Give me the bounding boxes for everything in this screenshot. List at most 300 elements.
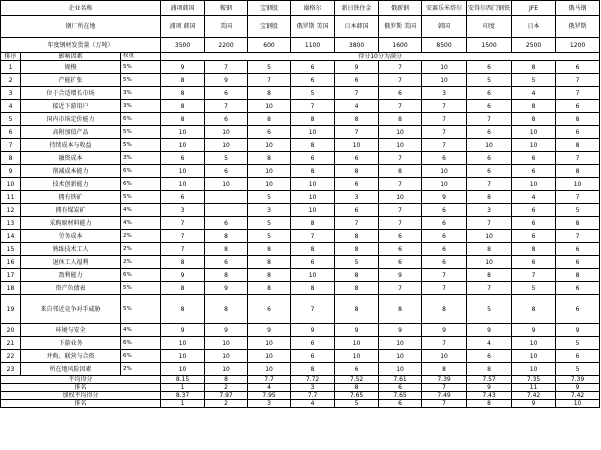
score-header: 得分10分为满分 [161, 53, 600, 61]
score-cell: 10 [205, 363, 248, 376]
score-cell: 8 [512, 295, 556, 324]
factor-name: 盈利能力 [21, 269, 121, 282]
score-cell: 7 [291, 295, 335, 324]
score-cell: 10 [248, 350, 291, 363]
summary-value: 7.52 [335, 376, 379, 384]
score-cell: 10 [379, 139, 422, 152]
factor-row [1, 61, 600, 74]
factor-number: 6 [1, 126, 21, 139]
score-cell: 6 [556, 282, 600, 295]
summary-value: 7.39 [422, 376, 467, 384]
company-name-cell: 安赛乐米塔尔 [422, 1, 467, 16]
score-cell: 5 [556, 337, 600, 350]
factor-weight: 4% [121, 324, 161, 337]
score-cell: 9 [248, 324, 291, 337]
score-cell: 7 [379, 204, 422, 217]
company-name-cell: JFE [512, 1, 556, 16]
score-cell: 6 [335, 363, 379, 376]
score-cell: 7 [556, 74, 600, 87]
score-cell: 6 [512, 152, 556, 165]
score-cell: 7 [379, 282, 422, 295]
score-cell: 9 [161, 61, 205, 74]
score-cell: 8 [379, 295, 422, 324]
factor-weight: 2% [121, 230, 161, 243]
score-cell: 10 [335, 337, 379, 350]
score-cell: 6 [205, 217, 248, 230]
summary-value: 8.37 [161, 392, 205, 400]
company-name-cell: 新日铁住金 [335, 1, 379, 16]
summary-row [1, 384, 600, 392]
score-cell: 7 [335, 217, 379, 230]
score-cell: 8 [161, 113, 205, 126]
mill-location-cell: 美国 [205, 16, 248, 38]
score-cell: 10 [422, 350, 467, 363]
score-cell: 9 [556, 324, 600, 337]
summary-value: 11 [512, 384, 556, 392]
factor-number: 11 [1, 191, 21, 204]
score-cell: 10 [248, 337, 291, 350]
annual-volume-label: 年度钢材发货量（万吨） [1, 38, 161, 53]
score-cell: 4 [512, 191, 556, 204]
score-cell: 6 [379, 256, 422, 269]
score-cell: 6 [467, 126, 512, 139]
factor-weight: 6% [121, 269, 161, 282]
score-cell: 8 [556, 269, 600, 282]
factor-row [1, 204, 600, 217]
score-cell: 8 [379, 113, 422, 126]
score-cell: 6 [291, 61, 335, 74]
summary-value: 6 [379, 384, 422, 392]
company-name-cell: 俄马钢 [556, 1, 600, 16]
factor-weight: 3% [121, 87, 161, 100]
score-cell: 10 [291, 191, 335, 204]
factor-number: 22 [1, 350, 21, 363]
factor-weight: 6% [121, 178, 161, 191]
factor-weight: 2% [121, 256, 161, 269]
factor-number: 21 [1, 337, 21, 350]
score-cell: 10 [379, 350, 422, 363]
score-cell: 8 [422, 363, 467, 376]
summary-value: 7.42 [512, 392, 556, 400]
score-cell: 6 [556, 61, 600, 74]
summary-value: 3 [248, 400, 291, 408]
score-cell: 8 [291, 165, 335, 178]
score-cell: 9 [379, 269, 422, 282]
score-cell: 6 [467, 152, 512, 165]
factor-row [1, 152, 600, 165]
score-cell: 6 [379, 87, 422, 100]
summary-value: 7.7 [291, 392, 335, 400]
score-cell: 7 [379, 100, 422, 113]
score-cell: 8 [512, 243, 556, 256]
factor-name: 融资成本 [21, 152, 121, 165]
mill-location-cell: 俄罗斯 美国 [379, 16, 422, 38]
factor-weight: 2% [121, 243, 161, 256]
score-cell: 6 [161, 191, 205, 204]
score-cell: 10 [467, 230, 512, 243]
score-cell: 8 [291, 217, 335, 230]
score-cell: 7 [379, 152, 422, 165]
factor-weight: 5% [121, 295, 161, 324]
factor-row [1, 295, 600, 324]
score-cell: 6 [205, 165, 248, 178]
summary-row [1, 400, 600, 408]
factor-number: 4 [1, 100, 21, 113]
score-cell: 10 [379, 363, 422, 376]
company-name-label: 企业名称 [1, 1, 161, 16]
mill-location-cell: 日本 [512, 16, 556, 38]
score-cell: 8 [335, 282, 379, 295]
summary-label: 加权平均得分 [1, 392, 161, 400]
score-cell: 7 [467, 217, 512, 230]
factor-name: 熟练技术工人 [21, 243, 121, 256]
score-cell: 10 [556, 178, 600, 191]
summary-value: 7.61 [379, 376, 422, 384]
score-cell: 10 [512, 139, 556, 152]
summary-value: 7.95 [248, 392, 291, 400]
factor-number: 9 [1, 165, 21, 178]
factor-row [1, 191, 600, 204]
factor-number: 2 [1, 74, 21, 87]
company-name-cell: 俄新钢 [379, 1, 422, 16]
summary-value: 9 [467, 384, 512, 392]
score-cell: 6 [205, 256, 248, 269]
score-cell: 8 [291, 243, 335, 256]
factor-weight: 3% [121, 152, 161, 165]
weight-header: 权重 [121, 53, 161, 61]
summary-value: 1 [161, 384, 205, 392]
factor-weight: 5% [121, 191, 161, 204]
score-cell: 8 [161, 282, 205, 295]
score-cell: 6 [556, 100, 600, 113]
score-cell: 8 [161, 256, 205, 269]
factor-number: 12 [1, 204, 21, 217]
annual-volume-row [1, 38, 600, 53]
score-cell: 9 [205, 324, 248, 337]
summary-value: 7.35 [512, 376, 556, 384]
score-cell: 6 [161, 152, 205, 165]
score-cell: 8 [379, 165, 422, 178]
score-cell: 10 [512, 350, 556, 363]
summary-value: 8 [467, 400, 512, 408]
score-cell: 8 [556, 139, 600, 152]
score-cell: 8 [422, 295, 467, 324]
score-cell: 6 [205, 87, 248, 100]
score-cell: 8 [335, 113, 379, 126]
factor-row [1, 178, 600, 191]
score-cell: 6 [379, 230, 422, 243]
score-cell: 7 [335, 87, 379, 100]
summary-value: 7 [422, 384, 467, 392]
score-cell: 10 [161, 126, 205, 139]
score-cell: 8 [248, 282, 291, 295]
score-cell: 8 [161, 74, 205, 87]
factor-name: 环境与安全 [21, 324, 121, 337]
score-cell: 6 [422, 204, 467, 217]
factor-name: 下游业务 [21, 337, 121, 350]
score-cell: 10 [205, 337, 248, 350]
factor-weight: 5% [121, 282, 161, 295]
score-cell: 7 [335, 126, 379, 139]
score-cell: 7 [161, 243, 205, 256]
score-cell: 10 [161, 178, 205, 191]
summary-value: 8 [205, 376, 248, 384]
factor-weight: 5% [121, 74, 161, 87]
summary-value: 7.57 [467, 376, 512, 384]
score-cell: 6 [379, 243, 422, 256]
score-cell: 8 [467, 191, 512, 204]
factor-weight: 5% [121, 139, 161, 152]
factor-weight: 6% [121, 165, 161, 178]
factor-name: 高附加值产品 [21, 126, 121, 139]
score-cell: 8 [467, 243, 512, 256]
score-cell: 7 [422, 113, 467, 126]
factor-row [1, 165, 600, 178]
summary-value: 7.97 [205, 392, 248, 400]
annual-volume-cell: 8500 [422, 38, 467, 53]
score-cell: 5 [248, 61, 291, 74]
score-cell: 6 [512, 165, 556, 178]
score-cell: 6 [422, 152, 467, 165]
score-cell: 6 [291, 256, 335, 269]
factor-number: 20 [1, 324, 21, 337]
factor-name: 所在地风险因素 [21, 363, 121, 376]
score-cell: 6 [556, 126, 600, 139]
score-cell: 8 [335, 295, 379, 324]
factor-number: 5 [1, 113, 21, 126]
mill-location-cell: 韩国 [422, 16, 467, 38]
score-cell: 8 [205, 295, 248, 324]
factor-row [1, 243, 600, 256]
score-cell: 6 [335, 74, 379, 87]
summary-value: 4 [291, 400, 335, 408]
score-cell: 6 [556, 350, 600, 363]
score-cell: 10 [291, 178, 335, 191]
score-cell: 8 [335, 230, 379, 243]
score-cell: 7 [556, 152, 600, 165]
factor-weight: 6% [121, 337, 161, 350]
factor-header: 影响因素 [21, 53, 121, 61]
score-cell: 8 [205, 230, 248, 243]
score-cell: 8 [248, 113, 291, 126]
annual-volume-cell: 1100 [291, 38, 335, 53]
summary-value: 7 [422, 400, 467, 408]
factor-name: 劳务成本 [21, 230, 121, 243]
factor-row [1, 126, 600, 139]
score-cell: 6 [422, 230, 467, 243]
annual-volume-cell: 2500 [512, 38, 556, 53]
score-cell: 5 [291, 87, 335, 100]
score-cell: 6 [512, 204, 556, 217]
score-cell: 4 [512, 87, 556, 100]
score-cell: 10 [205, 350, 248, 363]
factor-weight: 2% [121, 363, 161, 376]
score-cell: 8 [512, 113, 556, 126]
score-cell: 5 [205, 152, 248, 165]
score-cell: 8 [291, 113, 335, 126]
score-cell: 8 [161, 295, 205, 324]
factor-number: 10 [1, 178, 21, 191]
summary-value: 4 [248, 384, 291, 392]
factor-name: 资产负债表 [21, 282, 121, 295]
score-cell: 10 [422, 178, 467, 191]
score-cell: 9 [335, 324, 379, 337]
score-cell [205, 191, 248, 204]
score-cell: 10 [467, 139, 512, 152]
score-cell: 8 [335, 269, 379, 282]
factor-number: 8 [1, 152, 21, 165]
mill-location-cell: 俄罗斯 [556, 16, 600, 38]
factor-name: 并购、联营与合资 [21, 350, 121, 363]
score-cell: 7 [556, 230, 600, 243]
factor-number: 7 [1, 139, 21, 152]
score-cell: 6 [467, 165, 512, 178]
score-cell: 7 [422, 269, 467, 282]
score-cell: 7 [422, 282, 467, 295]
score-cell: 8 [161, 100, 205, 113]
annual-volume-cell: 1600 [379, 38, 422, 53]
summary-value: 7.65 [379, 392, 422, 400]
summary-value: 8.15 [161, 376, 205, 384]
factor-name: 采购原材料能力 [21, 217, 121, 230]
mill-location-cell: 浦项 韩国 [161, 16, 205, 38]
score-cell: 8 [248, 256, 291, 269]
score-cell: 3 [422, 87, 467, 100]
factor-row [1, 350, 600, 363]
score-cell: 8 [248, 152, 291, 165]
score-cell: 6 [205, 113, 248, 126]
score-cell: 6 [291, 152, 335, 165]
score-cell: 6 [422, 217, 467, 230]
score-cell: 6 [556, 243, 600, 256]
mill-location-cell: 宝钢股 [248, 16, 291, 38]
factor-number: 13 [1, 217, 21, 230]
factor-weight: 5% [121, 61, 161, 74]
factor-name: 削减成本能力 [21, 165, 121, 178]
score-cell: 9 [205, 74, 248, 87]
mill-location-cell: 日本韩国 [335, 16, 379, 38]
score-cell: 4 [467, 337, 512, 350]
factor-number: 3 [1, 87, 21, 100]
score-cell: 8 [335, 243, 379, 256]
factor-row [1, 363, 600, 376]
factor-row [1, 113, 600, 126]
score-cell: 7 [467, 178, 512, 191]
score-cell: 5 [467, 74, 512, 87]
score-cell: 7 [467, 113, 512, 126]
score-cell: 9 [379, 324, 422, 337]
score-cell: 8 [556, 113, 600, 126]
score-cell: 10 [422, 74, 467, 87]
score-cell: 5 [512, 282, 556, 295]
summary-value: 7.42 [556, 392, 600, 400]
factor-row [1, 100, 600, 113]
factor-number: 14 [1, 230, 21, 243]
score-cell: 7 [379, 61, 422, 74]
score-cell: 6 [335, 204, 379, 217]
summary-label: 平均得分 [1, 376, 161, 384]
factor-name: 来自邻近竞争对手威胁 [21, 295, 121, 324]
summary-value: 1 [161, 400, 205, 408]
score-cell: 10 [161, 337, 205, 350]
factor-weight: 4% [121, 204, 161, 217]
score-cell: 3 [161, 204, 205, 217]
summary-value: 7.39 [556, 376, 600, 384]
company-name-cell: 宝钢股 [248, 1, 291, 16]
score-cell: 6 [291, 350, 335, 363]
company-name-cell: 安得尔西门钢铁 [467, 1, 512, 16]
score-cell: 10 [248, 100, 291, 113]
score-cell: 8 [512, 61, 556, 74]
score-cell: 7 [291, 230, 335, 243]
factor-row [1, 87, 600, 100]
factor-weight: 4% [121, 217, 161, 230]
score-cell: 6 [467, 61, 512, 74]
score-cell: 7 [248, 74, 291, 87]
score-cell: 7 [422, 100, 467, 113]
factor-number: 16 [1, 256, 21, 269]
annual-volume-cell: 3800 [335, 38, 379, 53]
summary-label: 排名 [1, 400, 161, 408]
factor-name: 退休工人福利 [21, 256, 121, 269]
mill-location-label: 钢厂所在地 [1, 16, 161, 38]
score-cell: 10 [161, 350, 205, 363]
score-cell: 8 [335, 165, 379, 178]
score-cell: 7 [161, 217, 205, 230]
score-cell: 5 [512, 74, 556, 87]
score-cell: 9 [205, 282, 248, 295]
summary-value: 7.43 [467, 392, 512, 400]
summary-value: 9 [512, 400, 556, 408]
score-cell: 8 [161, 87, 205, 100]
factor-name: 拥有铁矿 [21, 191, 121, 204]
score-cell: 10 [291, 126, 335, 139]
factor-name: 技术创新能力 [21, 178, 121, 191]
score-cell: 6 [335, 152, 379, 165]
factor-number: 17 [1, 269, 21, 282]
score-cell: 6 [556, 295, 600, 324]
column-header-row [1, 53, 600, 61]
score-cell: 9 [467, 324, 512, 337]
factor-name: 接近下游用户 [21, 100, 121, 113]
score-cell: 10 [205, 139, 248, 152]
score-cell: 8 [512, 100, 556, 113]
mill-location-cell: 俄罗斯 美国 [291, 16, 335, 38]
factor-weight: 6% [121, 113, 161, 126]
factor-name: 拥有煤炭矿 [21, 204, 121, 217]
score-cell: 5 [248, 230, 291, 243]
score-cell: 7 [205, 61, 248, 74]
factor-number: 1 [1, 61, 21, 74]
factor-number: 23 [1, 363, 21, 376]
rank-header: 排序 [1, 53, 21, 61]
score-cell: 8 [248, 269, 291, 282]
score-cell: 9 [422, 191, 467, 204]
score-cell: 7 [556, 87, 600, 100]
factor-number: 19 [1, 295, 21, 324]
factor-weight: 6% [121, 350, 161, 363]
score-cell: 10 [379, 191, 422, 204]
factor-name: 产能扩张 [21, 74, 121, 87]
summary-value: 6 [379, 400, 422, 408]
factor-row [1, 337, 600, 350]
score-cell: 7 [379, 74, 422, 87]
score-cell: 10 [291, 204, 335, 217]
factor-weight: 5% [121, 126, 161, 139]
factor-row [1, 324, 600, 337]
annual-volume-cell: 1500 [467, 38, 512, 53]
summary-value: 2 [205, 384, 248, 392]
